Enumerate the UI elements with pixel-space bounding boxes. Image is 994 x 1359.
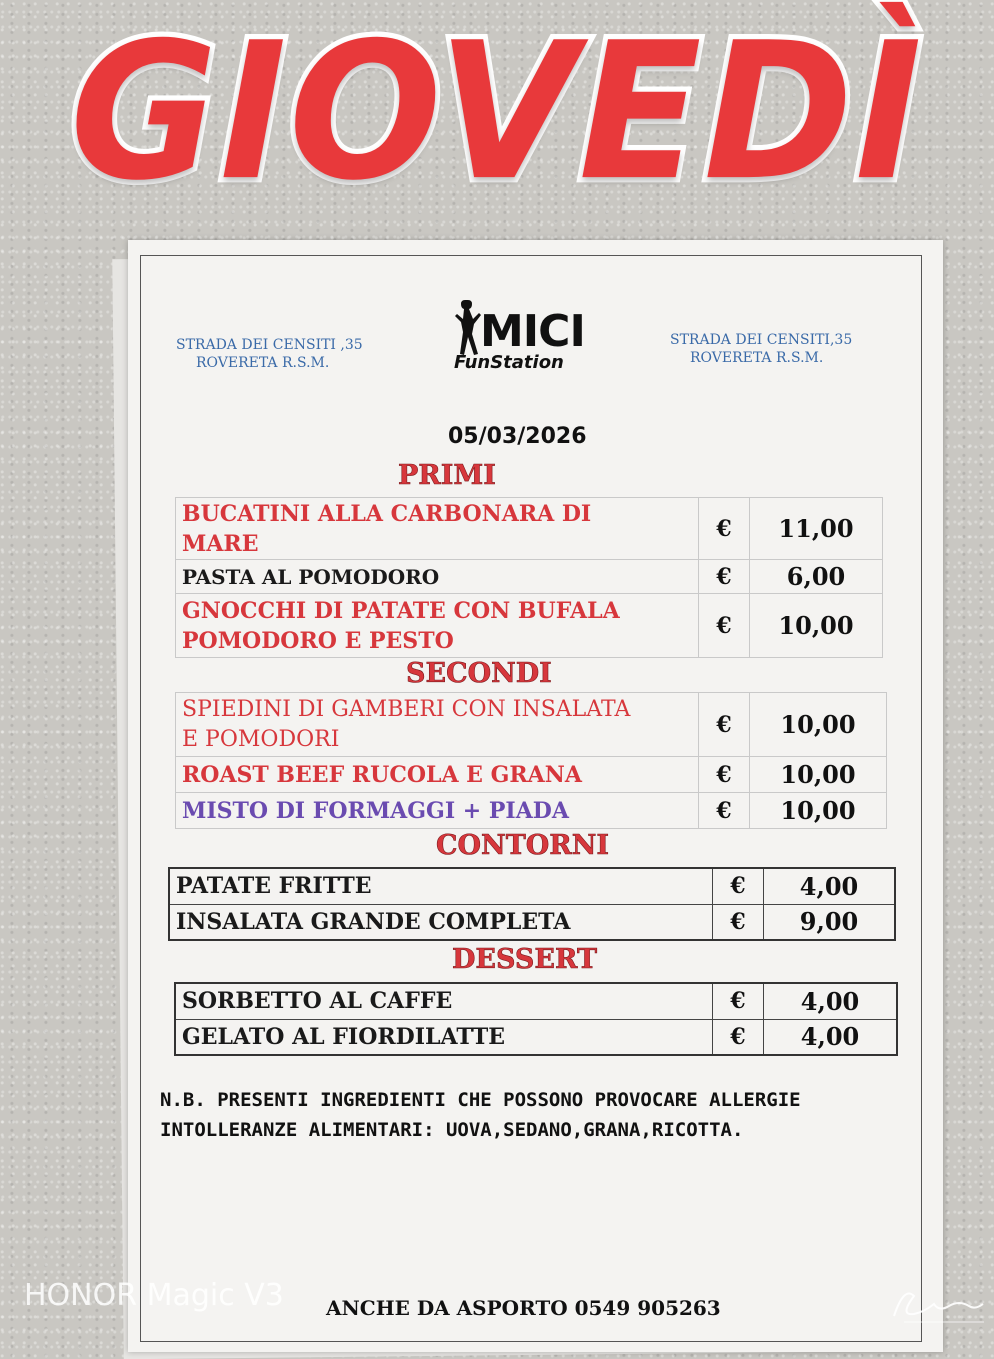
table-contorni xyxy=(168,867,896,941)
currency-symbol: € xyxy=(699,693,750,757)
section-title-dessert: DESSERT xyxy=(452,944,598,975)
item-price: 11,00 xyxy=(750,498,883,560)
allergen-note xyxy=(160,1085,920,1145)
currency-symbol: € xyxy=(713,904,764,940)
logo-brand: MICI xyxy=(480,306,585,357)
table-row xyxy=(169,868,895,904)
item-name-line: MISTO DI FORMAGGI + PIADA xyxy=(182,797,569,824)
headline-day: GIOVEDÌ xyxy=(70,2,924,223)
table-row xyxy=(176,560,883,594)
currency-symbol: € xyxy=(713,1019,764,1055)
table-row xyxy=(176,693,887,757)
currency-symbol: € xyxy=(713,868,764,904)
address-right-line-1: STRADA DEI CENSITI,35 xyxy=(670,332,853,348)
item-name-line: SPIEDINI DI GAMBERI CON INSALATA xyxy=(182,696,631,722)
item-name xyxy=(176,560,699,594)
table-dessert xyxy=(174,982,898,1056)
camera-watermark: HONOR Magic V3 xyxy=(24,1278,284,1313)
address-left xyxy=(176,336,363,372)
item-price: 9,00 xyxy=(764,904,896,940)
currency-symbol: € xyxy=(699,560,750,594)
table-row xyxy=(176,757,887,793)
address-left-line-2: ROVERETA R.S.M. xyxy=(196,355,330,371)
section-title-contorni: CONTORNI xyxy=(436,830,610,861)
item-price: 4,00 xyxy=(764,1019,898,1055)
logo xyxy=(450,298,610,378)
item-name-line: ROAST BEEF RUCOLA E GRANA xyxy=(182,761,582,788)
section-title-primi: PRIMI xyxy=(398,460,496,491)
item-price: 10,00 xyxy=(750,594,883,658)
menu-date: 05/03/2026 xyxy=(448,424,587,449)
item-price: 10,00 xyxy=(750,757,887,793)
table-row xyxy=(175,983,897,1019)
allergen-note-line-1: N.B. PRESENTI INGREDIENTI CHE POSSONO PROVOCARE ALLERGIE xyxy=(160,1089,801,1111)
address-left-line-1: STRADA DEI CENSITI ,35 xyxy=(176,337,363,353)
table-primi xyxy=(175,497,883,658)
item-name-line: POMODORO E PESTO xyxy=(182,627,454,654)
table-row xyxy=(176,594,883,658)
table-row xyxy=(175,1019,897,1055)
item-name xyxy=(176,498,699,560)
table-secondi xyxy=(175,692,887,829)
item-price: 4,00 xyxy=(764,983,898,1019)
item-name-line: PASTA AL POMODORO xyxy=(182,564,440,589)
table-row xyxy=(176,793,887,829)
takeaway-phone: ANCHE DA ASPORTO 0549 905263 xyxy=(326,1296,721,1320)
item-name xyxy=(176,757,699,793)
currency-symbol: € xyxy=(699,498,750,560)
signature-watermark-icon xyxy=(884,1276,994,1336)
logo-tagline: FunStation xyxy=(454,352,564,373)
item-name-line: GNOCCHI DI PATATE CON BUFALA xyxy=(182,597,620,624)
item-name xyxy=(176,793,699,829)
currency-symbol: € xyxy=(699,793,750,829)
item-name: SORBETTO AL CAFFE xyxy=(175,983,713,1019)
item-price: 10,00 xyxy=(750,793,887,829)
item-price: 6,00 xyxy=(750,560,883,594)
table-row xyxy=(169,904,895,940)
item-name xyxy=(176,693,699,757)
allergen-note-line-2: INTOLLERANZE ALIMENTARI: UOVA,SEDANO,GRANA,RICOTTA. xyxy=(160,1119,744,1141)
item-name xyxy=(176,594,699,658)
currency-symbol: € xyxy=(699,594,750,658)
item-name-line: BUCATINI ALLA CARBONARA DI xyxy=(182,500,592,527)
item-name: PATATE FRITTE xyxy=(169,868,713,904)
item-name-line: MARE xyxy=(182,530,259,557)
item-name: INSALATA GRANDE COMPLETA xyxy=(169,904,713,940)
item-name: GELATO AL FIORDILATTE xyxy=(175,1019,713,1055)
item-name-line: E POMODORI xyxy=(182,726,340,752)
section-title-secondi: SECONDI xyxy=(406,658,552,689)
item-price: 4,00 xyxy=(764,868,896,904)
address-right-line-2: ROVERETA R.S.M. xyxy=(690,350,824,366)
currency-symbol: € xyxy=(713,983,764,1019)
item-price: 10,00 xyxy=(750,693,887,757)
table-row xyxy=(176,498,883,560)
address-right xyxy=(670,331,852,367)
currency-symbol: € xyxy=(699,757,750,793)
